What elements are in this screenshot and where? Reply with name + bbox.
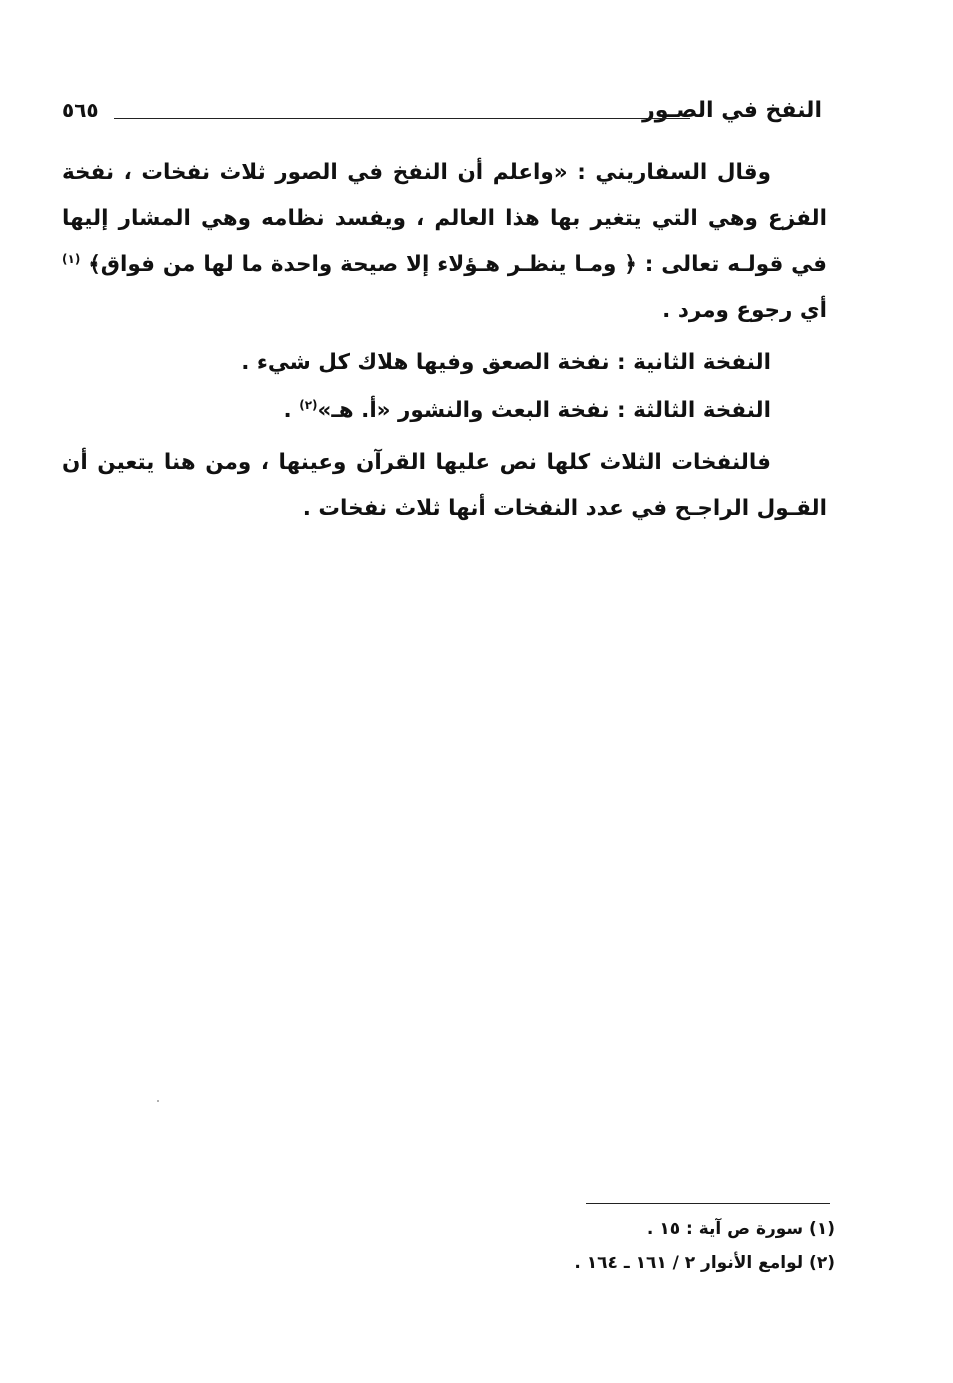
page-number: ٥٦٥ xyxy=(62,98,99,122)
paragraph-3 xyxy=(62,388,827,434)
paragraph-3-text: النفخة الثالثة : نفخة البعث والنشور «أ. هـ» xyxy=(317,398,771,423)
footnotes xyxy=(440,1212,835,1280)
footnote-2: (٢) لوامع الأنوار ٢ / ١٦١ ـ ١٦٤ . xyxy=(574,1253,835,1273)
header-rule xyxy=(114,118,690,119)
paragraph-2: النفخة الثانية : نفخة الصعق وفيها هلاك كل شيء . xyxy=(241,350,771,375)
header-title: النفخ في الصـور xyxy=(642,98,822,123)
footnote-1: (١) سورة ص آية : ١٥ . xyxy=(646,1219,835,1239)
running-header xyxy=(62,96,822,132)
footnote-ref-2: (٢) xyxy=(299,397,318,412)
paragraph-1-text: وقال السفاريني : «واعلم أن النفخ في الصور ثلاث نفخات ، نفخة الفزع وهي التي يتغير بها هذا العالم ، ويفسد نظامه وهي المشار إليها في قولـه تعالى : ﴿ ومـا ينظـر هـؤلاء إلا صيحة واحدة ما لها من فواق﴾ xyxy=(62,160,827,277)
paragraph-4: فالنفخات الثلاث كلها نص عليها القرآن وعينها ، ومن هنا يتعين أن القـول الراجـح في عدد النفخات أنها ثلاث نفخات . xyxy=(62,450,827,521)
footnote-separator xyxy=(586,1203,830,1204)
paragraph-3-tail: . xyxy=(283,398,292,423)
paragraph-1 xyxy=(62,150,827,334)
scan-speck xyxy=(157,1100,159,1102)
footnote-ref-1: (١) xyxy=(62,251,81,266)
paragraph-1-tail: أي رجوع ومرد . xyxy=(662,298,827,323)
main-text xyxy=(62,150,827,538)
